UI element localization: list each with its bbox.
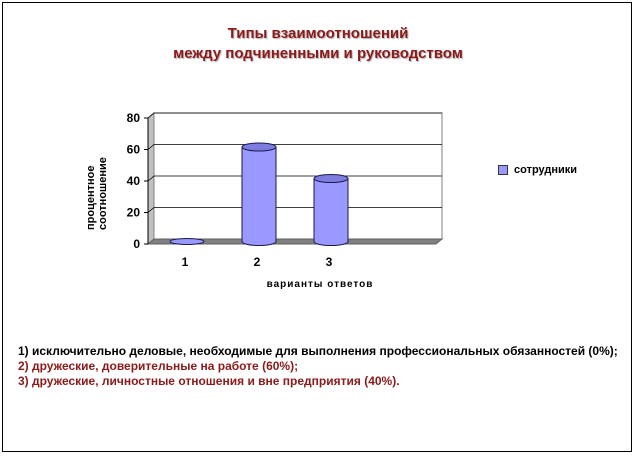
note-2: 2) дружеские, доверительные на работе (60%);: [18, 359, 299, 373]
legend-swatch: [498, 165, 508, 175]
bar-cylinder-zero: [170, 239, 204, 245]
x-tick-label: 1: [181, 255, 189, 269]
y-tick-label: 40: [126, 174, 140, 188]
legend-label: сотрудники: [514, 164, 578, 176]
x-tick-label: 2: [253, 255, 261, 269]
x-axis-label: варианты ответов: [266, 279, 374, 290]
y-axis-label: процентное соотношение: [85, 157, 109, 230]
legend: [498, 164, 577, 176]
bar-cylinder-top: [314, 175, 348, 183]
chart-title-line1: Типы взаимоотношений: [227, 25, 409, 42]
y-tick-label: 80: [126, 111, 140, 125]
chart-title-line2: между подчиненными и руководством: [173, 45, 463, 62]
y-tick-label: 0: [133, 237, 140, 251]
bar-cylinder-body: [242, 147, 276, 246]
bar-cylinder-body: [314, 179, 348, 246]
note-3: 3) дружеские, личностные отношения и вне предприятия (40%).: [18, 374, 400, 388]
x-tick-label: 3: [325, 255, 333, 269]
answer-notes: [18, 344, 618, 389]
note-1: 1) исключительно деловые, необходимые для выполнения профессиональных обязанностей (0%);: [18, 344, 618, 358]
y-tick-label: 60: [126, 142, 140, 157]
bar-cylinder-top: [242, 143, 276, 151]
y-tick-label: 20: [126, 205, 140, 220]
